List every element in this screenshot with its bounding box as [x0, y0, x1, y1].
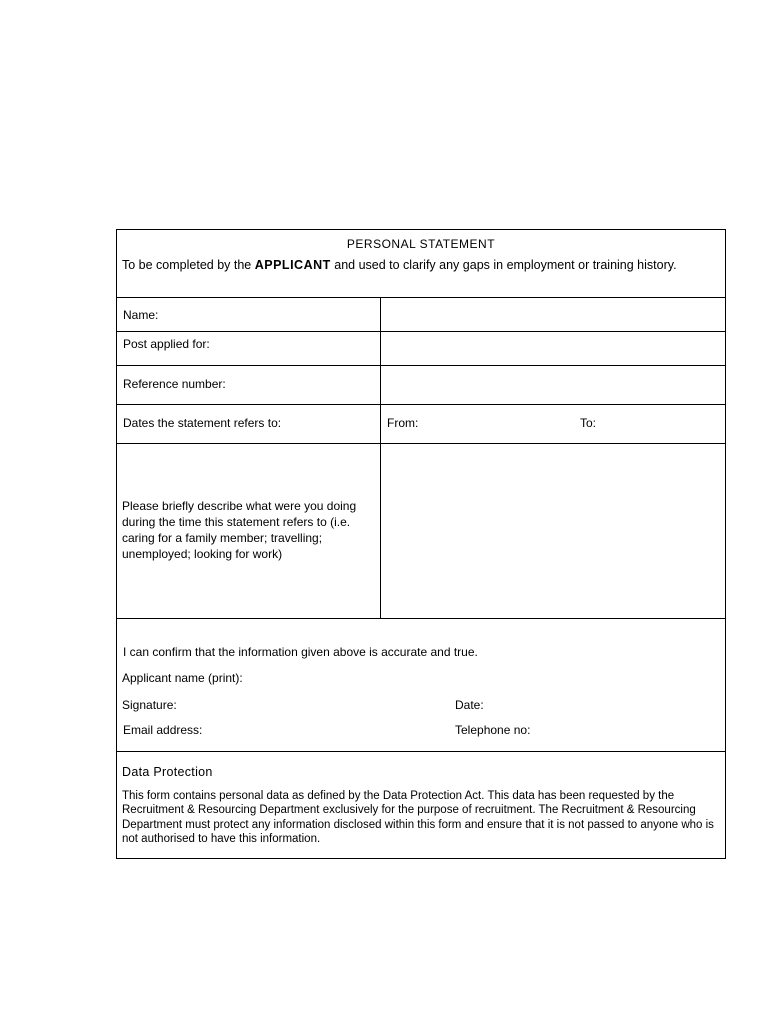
name-field[interactable]	[381, 298, 724, 331]
date-field[interactable]	[489, 694, 719, 714]
reference-number-label: Reference number:	[123, 377, 226, 391]
signature-label: Signature:	[122, 698, 177, 712]
description-label: Please briefly describe what were you doing during the time this statement refers to (i.e. caring for a family member; travelling; unemployed; looking for work)	[122, 499, 357, 561]
column-divider	[380, 297, 381, 618]
intro-prefix: To be completed by the	[122, 258, 255, 272]
date-label: Date:	[455, 698, 484, 712]
telephone-field[interactable]	[542, 719, 719, 739]
description-field[interactable]	[381, 444, 724, 618]
email-label: Email address:	[123, 723, 203, 737]
to-date-field[interactable]	[601, 405, 721, 443]
intro-applicant: APPLICANT	[254, 258, 331, 272]
post-applied-label: Post applied for:	[123, 337, 210, 351]
to-label: To:	[580, 416, 597, 430]
email-field[interactable]	[209, 719, 442, 739]
post-applied-field[interactable]	[381, 332, 724, 365]
form-title: PERSONAL STATEMENT	[346, 237, 496, 251]
dates-label: Dates the statement refers to:	[123, 416, 282, 430]
applicant-name-label: Applicant name (print):	[122, 671, 243, 685]
divider	[117, 751, 725, 752]
signature-field[interactable]	[187, 694, 442, 714]
from-date-field[interactable]	[422, 405, 572, 443]
confirm-text: I can confirm that the information given above is accurate and true.	[123, 645, 478, 659]
data-protection-heading: Data Protection	[122, 765, 213, 779]
name-label: Name:	[123, 308, 159, 322]
from-label: From:	[387, 416, 419, 430]
intro-suffix: and used to clarify any gaps in employment or training history.	[330, 258, 677, 272]
reference-number-field[interactable]	[381, 366, 724, 404]
form-intro	[122, 257, 720, 273]
telephone-label: Telephone no:	[455, 723, 531, 737]
applicant-name-field[interactable]	[257, 667, 717, 687]
personal-statement-form	[116, 229, 726, 859]
divider	[117, 618, 725, 619]
data-protection-text: This form contains personal data as defined by the Data Protection Act. This data has been requested by the Recruitment & Resourcing Department exclusively for the purpose of recruitment. The Recruitment & Resourcing Department must protect any information disclosed within this form and ensure that it is not passed to anyone who is not authorised to have this information.	[122, 790, 714, 845]
